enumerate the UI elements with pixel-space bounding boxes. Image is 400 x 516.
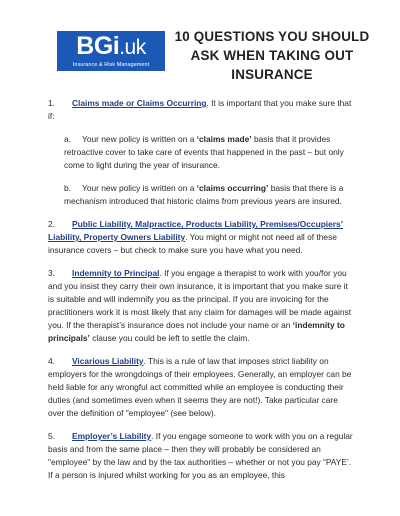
paragraph-1 xyxy=(48,97,356,123)
paragraph-text: . If you engage someone to work with you on a regular basis and from the same place – then they will probably be considered an "employee" by the law and by the tax authorities – whether or not you pay “PAYE’. If a person is injured whilst working for you as an employee, this xyxy=(48,431,353,480)
sub-item-b: b. Your new policy is written on a ‘claims occurring’ basis that there is a mechanism introduced that historic claims from previous years are insured. xyxy=(64,183,344,206)
emphasis: ‘claims occurring’ xyxy=(196,183,269,193)
sub-item-letter: b. xyxy=(64,183,71,193)
paragraph-3: 3. Indemnity to Principal. If you engage a therapist to work with you/for you and you insist they carry their own insurance, it is important that you make sure it is suitable and will indemnify you as the principal. If you are invoicing for the practitioners work it is most likely that any claim for damages will be made against you. If the therapist’s insurance does not include your name or an ‘indemnity to principals’ clause you could be left to settle the claim. xyxy=(48,268,352,343)
paragraph-number: 5. xyxy=(48,431,55,441)
paragraph-heading: Public Liability, Malpractice, Products Liability, Premises/Occupiers’ Liability, Property Owners Liability xyxy=(48,219,344,242)
paragraph-heading: Vicarious Liability xyxy=(72,356,144,366)
paragraph-text: . This is a rule of law that imposes strict liability on employers for the wrongdoings of their employees. Generally, an employer can be held liable for any wrongful act committed while an employee is conducting their duties (and sometimes even when it seems they are not!). Take particular care over the definition of "employee" (see below). xyxy=(48,356,352,418)
emphasis: ‘indemnity to principals’ xyxy=(48,320,345,343)
paragraph-2 xyxy=(48,218,356,257)
document-title: 10 QUESTIONS YOU SHOULD ASK WHEN TAKING OUT INSURANCE xyxy=(174,29,370,82)
company-logo: BGi.uk Insurance & Risk Management xyxy=(57,31,165,71)
paragraph-number: 1. xyxy=(48,98,55,108)
paragraph-number: 4. xyxy=(48,356,55,366)
sub-item-letter: a. xyxy=(64,134,71,144)
paragraph-5 xyxy=(48,430,356,482)
document-body xyxy=(48,97,356,492)
paragraph-heading: Claims made or Claims Occurring xyxy=(72,98,207,108)
paragraph-4 xyxy=(48,355,356,420)
logo-subtitle: Insurance & Risk Management xyxy=(72,62,150,68)
paragraph-number: 3. xyxy=(48,268,55,278)
paragraph-text: . If you engage a therapist to work with you/for you and you insist they carry their own insurance, it is important that you make sure it is suitable and will indemnify you as the principal. If you are invoicing for the practitioners work it is most likely that any claim for damages will be made against you. If the therapist’s insurance does not include your name or an xyxy=(48,268,352,330)
paragraph-text: . You might or might not need all of these insurance covers – but check to make sure you have what you need. xyxy=(48,232,337,255)
paragraph-heading: Employer’s Liability xyxy=(72,431,152,441)
sub-item-a: a. Your new policy is written on a ‘claims made’ basis that it provides retroactive cover to take care of events that happened in the past – but only come to light during the year of insurance. xyxy=(64,134,344,170)
paragraph-text: . It is important that you make sure that if: xyxy=(48,98,352,121)
emphasis: ‘claims made’ xyxy=(196,134,252,144)
paragraph-number: 2. xyxy=(48,219,55,229)
paragraph-heading: Indemnity to Principal xyxy=(72,268,160,278)
